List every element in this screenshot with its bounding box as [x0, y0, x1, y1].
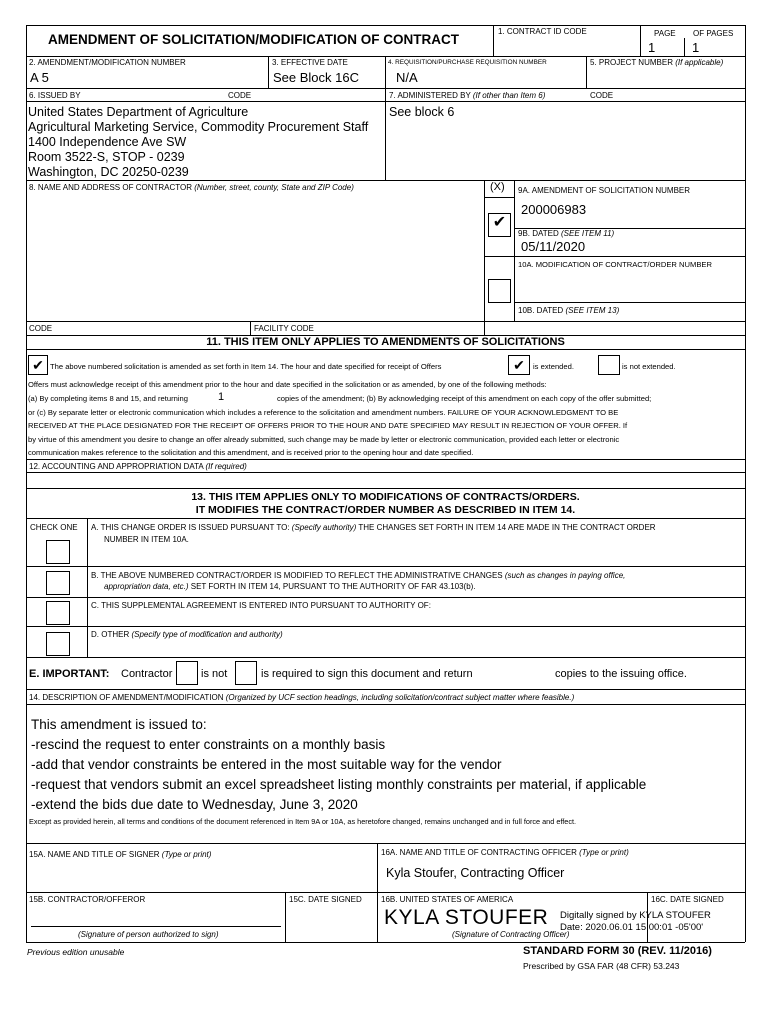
administered-code-label: CODE [590, 91, 614, 100]
amendment-solicitation-value[interactable]: 200006983 [521, 202, 587, 217]
extended-label: is extended. [533, 362, 574, 371]
issuer-line: 1400 Independence Ave SW [28, 135, 187, 149]
is-required-label: is required to sign this document and return [261, 668, 473, 680]
checkbox-is-required[interactable] [235, 661, 257, 685]
checkbox-13c[interactable] [46, 601, 70, 625]
contractor-code-label: CODE [29, 324, 53, 333]
checkbox-13b[interactable] [46, 571, 70, 595]
checkbox-13d[interactable] [46, 632, 70, 656]
dated-9b-value[interactable]: 05/11/2020 [521, 239, 586, 254]
item-11-title: 11. THIS ITEM ONLY APPLIES TO AMENDMENTS OF SOLICITATIONS [206, 336, 565, 348]
issuer-line: United States Department of Agriculture [28, 105, 249, 119]
officer-signature: KYLA STOUFER [384, 906, 549, 929]
description-line: -rescind the request to enter constraints on a monthly basis [31, 737, 386, 752]
item-13a-text: A. THIS CHANGE ORDER IS ISSUED PURSUANT TO: (Specify authority) THE CHANGES SET FORTH IN ITEM 14 ARE MADE IN THE CONTRACT ORDER [91, 523, 656, 532]
administered-by-label: 7. ADMINISTERED BY (If other than Item 6) [389, 91, 546, 100]
description-line: -add that vendor constraints be entered in the most suitable way for the vendor [31, 757, 502, 772]
item-11-line-5: RECEIVED AT THE PLACE DESIGNATED FOR THE RECEIPT OF OFFERS PRIOR TO THE HOUR AND DATE SPECIFIED MAY RESULT IN REJECTION OF YOUR OFFER. If [28, 421, 628, 430]
amendment-number-label: 2. AMENDMENT/MODIFICATION NUMBER [29, 58, 186, 67]
not-extended-label: is not extended. [622, 362, 676, 371]
description-line: This amendment is issued to: [31, 717, 207, 732]
amendment-number-value[interactable]: A 5 [30, 70, 49, 85]
description-label: 14. DESCRIPTION OF AMENDMENT/MODIFICATION (Organized by UCF section headings, including solicitation/contract subject matter where feasible.) [29, 693, 575, 702]
check-mark-icon: ✔ [513, 357, 525, 373]
item-13b-text: B. THE ABOVE NUMBERED CONTRACT/ORDER IS MODIFIED TO REFLECT THE ADMINISTRATIVE CHANGES (such as changes in paying office, [91, 571, 626, 580]
item-13-title-1: 13. THIS ITEM APPLIES ONLY TO MODIFICATIONS OF CONTRACTS/ORDERS. [191, 491, 580, 503]
is-not-label: is not [201, 668, 228, 680]
x-column-label: (X) [490, 181, 505, 193]
signature-officer-caption: (Signature of Contracting Officer) [452, 930, 570, 939]
checkbox-item-11[interactable] [28, 355, 48, 375]
issued-by-label: 6. ISSUED BY [29, 91, 81, 100]
description-body[interactable] [31, 715, 646, 815]
item-11-line-2: Offers must acknowledge receipt of this amendment prior to the hour and date specified in the solicitation or as amended, by one of the following methods: [28, 380, 547, 389]
issued-by-code-label: CODE [228, 91, 252, 100]
item-13a-text-2: NUMBER IN ITEM 10A. [104, 535, 189, 544]
check-one-label: CHECK ONE [30, 523, 78, 532]
signature-person-caption: (Signature of person authorized to sign) [78, 930, 219, 939]
of-pages-value[interactable]: 1 [692, 40, 700, 55]
usa-label: 16B. UNITED STATES OF AMERICA [381, 895, 514, 904]
form-number: STANDARD FORM 30 (REV. 11/2016) [523, 945, 712, 957]
issuer-line: Room 3522-S, STOP - 0239 [28, 150, 185, 164]
check-mark-icon: ✔ [492, 214, 507, 231]
item-13b-text-2: appropriation data, etc.) SET FORTH IN ITEM 14, PURSUANT TO THE AUTHORITY OF FAR 43.103(b). [104, 582, 476, 591]
item-11-line-1: The above numbered solicitation is amended as set forth in Item 14. The hour and date specified for receipt of Offers [50, 362, 442, 371]
checkbox-13a[interactable] [46, 540, 70, 564]
page-label: PAGE [654, 29, 676, 38]
accounting-label: 12. ACCOUNTING AND APPROPRIATION DATA (If required) [29, 462, 247, 471]
item-13d-text: D. OTHER (Specify type of modification and authority) [91, 630, 283, 639]
item-13-title-2: IT MODIFIES THE CONTRACT/ORDER NUMBER AS DESCRIBED IN ITEM 14. [195, 504, 576, 516]
modification-contract-label: 10A. MODIFICATION OF CONTRACT/ORDER NUMBER [518, 260, 712, 269]
dated-10b-label: 10B. DATED (SEE ITEM 13) [518, 306, 620, 315]
administered-by-value[interactable]: See block 6 [389, 105, 455, 119]
facility-code-label: FACILITY CODE [254, 324, 314, 333]
previous-edition-note: Previous edition unusable [27, 947, 125, 957]
item-11-line-7: communication makes reference to the solicitation and this amendment, and is received prior to the opening hour and date specified. [28, 448, 474, 457]
dated-9b-label: 9B. DATED (SEE ITEM 11) [518, 229, 615, 238]
effective-date-value[interactable]: See Block 16C [273, 70, 359, 85]
item-11-line-3a: (a) By completing items 8 and 15, and returning [28, 394, 188, 403]
requisition-number-label: 4. REQUISITION/PURCHASE REQUISITION NUMBER [388, 59, 547, 66]
except-clause: Except as provided herein, all terms and conditions of the document referenced in Item 9A or 10A, as heretofore changed, remains unchanged and in full force and effect. [29, 817, 577, 826]
issuer-line: Washington, DC 20250-0239 [28, 165, 189, 179]
digital-signature-line-1: Digitally signed by KYLA STOUFER [560, 910, 711, 921]
description-line: -request that vendors submit an excel spreadsheet listing monthly constraints per material, if applicable [31, 777, 647, 792]
checkbox-10a[interactable] [488, 279, 511, 303]
of-pages-label: OF PAGES [693, 29, 734, 38]
prescribed-by: Prescribed by GSA FAR (48 CFR) 53.243 [523, 961, 680, 971]
copies-value[interactable]: 1 [218, 391, 225, 403]
contractor-address-label: 8. NAME AND ADDRESS OF CONTRACTOR (Number, street, county, State and ZIP Code) [29, 183, 354, 192]
issuer-address[interactable] [28, 105, 368, 180]
digital-signature-line-2: Date: 2020.06.01 15:00:01 -05'00' [560, 922, 704, 933]
checkbox-9a[interactable] [488, 213, 511, 237]
contractor-date-signed-label: 15C. DATE SIGNED [289, 895, 362, 904]
copies-label: copies to the issuing office. [555, 668, 687, 680]
contractor-offeror-label: 15B. CONTRACTOR/OFFEROR [29, 895, 146, 904]
project-number-label: 5. PROJECT NUMBER (If applicable) [590, 58, 724, 67]
form-title: AMENDMENT OF SOLICITATION/MODIFICATION OF CONTRACT [48, 32, 459, 47]
amendment-solicitation-label: 9A. AMENDMENT OF SOLICITATION NUMBER [518, 186, 691, 195]
important-label: E. IMPORTANT: [29, 668, 110, 680]
checkbox-is-not[interactable] [176, 661, 198, 685]
item-11-line-4: or (c) By separate letter or electronic communication which includes a reference to the solicitation and amendment numbers. FAILURE OF YOUR ACKNOWLEDGMENT TO BE [28, 408, 619, 417]
item-13c-text: C. THIS SUPPLEMENTAL AGREEMENT IS ENTERED INTO PURSUANT TO AUTHORITY OF: [91, 601, 431, 610]
officer-name-label: 16A. NAME AND TITLE OF CONTRACTING OFFICER (Type or print) [381, 848, 629, 857]
officer-name-value[interactable]: Kyla Stoufer, Contracting Officer [386, 866, 565, 880]
requisition-number-value[interactable]: N/A [396, 70, 418, 85]
effective-date-label: 3. EFFECTIVE DATE [272, 58, 348, 67]
item-11-line-6: by virtue of this amendment you desire to change an offer already submitted, such change may be made by letter or electronic communication, provided each letter or electronic [28, 435, 620, 444]
contractor-word: Contractor [121, 668, 173, 680]
contract-id-label: 1. CONTRACT ID CODE [498, 27, 587, 36]
issuer-line: Agricultural Marketing Service, Commodity Procurement Staff [28, 120, 369, 134]
signer-name-label: 15A. NAME AND TITLE OF SIGNER (Type or print) [29, 850, 212, 859]
checkbox-not-extended[interactable] [598, 355, 620, 375]
check-mark-icon: ✔ [32, 357, 44, 373]
description-line: -extend the bids due date to Wednesday, June 3, 2020 [31, 797, 358, 812]
checkbox-extended[interactable] [508, 355, 530, 375]
item-11-line-3b: copies of the amendment; (b) By acknowledging receipt of this amendment on each copy of the offer submitted; [277, 394, 652, 403]
officer-date-signed-label: 16C. DATE SIGNED [651, 895, 724, 904]
page-value[interactable]: 1 [648, 40, 656, 55]
